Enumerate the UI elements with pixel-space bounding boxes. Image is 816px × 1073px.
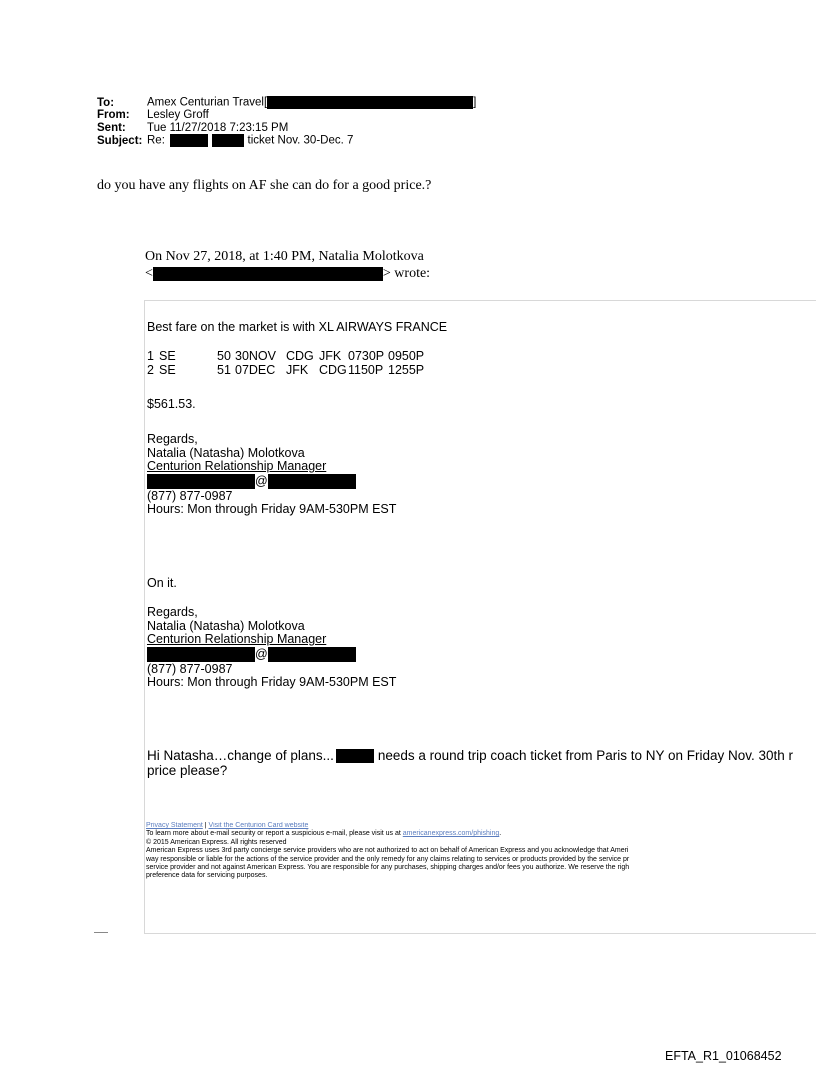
flight-to: JFK — [319, 349, 342, 363]
signature-email — [147, 474, 396, 490]
flight-row — [147, 350, 424, 364]
footer-sep: | — [202, 822, 209, 829]
learn-suffix: . — [499, 830, 502, 838]
to-row — [97, 96, 476, 109]
signature-regards: Regards, — [147, 432, 198, 446]
signature-name: Natalia (Natasha) Molotkova — [147, 445, 305, 460]
flight-from: JFK — [286, 363, 309, 377]
signature-name: Natalia (Natasha) Molotkova — [147, 618, 305, 633]
learn-prefix: To learn more about e-mail security or report a suspicious e-mail, please visit us at — [146, 830, 403, 838]
redaction-box — [212, 134, 244, 147]
phishing-link[interactable]: americanexpress.com/phishing — [402, 830, 500, 838]
quote-intro — [145, 248, 430, 282]
to-value: Amex Centurian Travel[ — [147, 96, 268, 109]
fare-line: Best fare on the market is with XL AIRWAYS FRANCE — [147, 320, 448, 334]
footer-disclaimer: American Express uses 3rd party concierge service providers who are not authorized to act on behalf of American Express and you acknowledge that Ameri — [146, 847, 629, 855]
privacy-link[interactable]: Privacy Statement — [146, 822, 203, 829]
price: $561.53. — [147, 397, 196, 411]
flight-seg: 2 — [147, 363, 154, 377]
signature-email — [147, 647, 396, 663]
original-request — [147, 748, 793, 778]
subject-prefix: Re: — [147, 134, 165, 147]
reply-body: do you have any flights on AF she can do for a good price.? — [97, 178, 432, 193]
flight-number: 50 — [217, 349, 231, 363]
flight-number: 51 — [217, 363, 231, 377]
signature-block — [147, 606, 396, 690]
sent-value: Tue 11/27/2018 7:23:15 PM — [147, 121, 289, 134]
redaction-box — [267, 96, 473, 109]
redaction-box — [170, 134, 208, 147]
subject-row — [97, 134, 476, 147]
footer-links — [146, 822, 816, 830]
footer-disclaimer: way responsible or liable for the actions of the service provider and the only remedy for any claims relating to services or products provided by the service pr — [146, 855, 630, 863]
signature-hours: Hours: Mon through Friday 9AM-530PM EST — [147, 502, 397, 516]
redaction-box — [147, 474, 255, 489]
request-text-after: needs a round trip coach ticket from Paris to NY on Friday Nov. 30th r — [377, 748, 794, 763]
footer-disclaimer: preference data for servicing purposes. — [146, 872, 268, 880]
quote-open: < — [145, 266, 153, 281]
divider-mark — [94, 932, 108, 933]
redaction-box — [268, 474, 356, 489]
signature-regards: Regards, — [147, 605, 198, 619]
from-label: From: — [97, 109, 130, 122]
flight-date: 30NOV — [235, 349, 276, 363]
quote-wrote: > wrote: — [382, 266, 431, 281]
flight-carrier: SE — [159, 363, 176, 377]
flight-to: CDG — [319, 363, 347, 377]
signature-at: @ — [255, 473, 268, 488]
footer-disclaimer: service provider and not against American Express. You are responsible for any purchases, shipping charges and/or fees you authorize. We reserve the righ — [146, 864, 630, 872]
signature-phone: (877) 877-0987 — [147, 661, 233, 676]
document-id: EFTA_R1_01068452 — [665, 1049, 782, 1063]
flight-from: CDG — [286, 349, 314, 363]
flight-row — [147, 364, 424, 378]
flight-carrier: SE — [159, 349, 176, 363]
signature-hours: Hours: Mon through Friday 9AM-530PM EST — [147, 675, 397, 689]
to-label: To: — [97, 96, 115, 109]
quote-intro-line2 — [145, 265, 430, 282]
signature-block — [147, 433, 396, 517]
signature-title: Centurion Relationship Manager — [147, 459, 327, 473]
footer-learn — [146, 830, 816, 838]
email-footer — [146, 822, 816, 881]
flight-date: 07DEC — [235, 363, 276, 377]
on-it-line: On it. — [147, 576, 177, 590]
from-value: Lesley Groff — [147, 109, 209, 122]
footer-copyright: © 2015 American Express. All rights reserved — [146, 838, 287, 846]
from-row — [97, 109, 476, 122]
sent-label: Sent: — [97, 121, 126, 134]
visit-link[interactable]: Visit the Centurion Card website — [208, 822, 309, 829]
quote-intro-line: On Nov 27, 2018, at 1:40 PM, Natalia Molotkova — [145, 249, 424, 264]
flight-arr: 0950P — [388, 349, 425, 363]
signature-at: @ — [255, 646, 268, 661]
flight-dep: 0730P — [348, 349, 385, 363]
redaction-box — [147, 647, 255, 662]
subject-label: Subject: — [97, 134, 143, 147]
flight-seg: 1 — [147, 349, 154, 363]
request-text-before: Hi Natasha…change of plans... — [147, 748, 334, 763]
redaction-box — [153, 267, 383, 281]
signature-title: Centurion Relationship Manager — [147, 632, 327, 646]
sent-row — [97, 122, 476, 135]
redaction-box — [268, 647, 356, 662]
subject-suffix: ticket Nov. 30-Dec. 7 — [247, 134, 354, 147]
email-header — [97, 96, 476, 147]
to-close: ] — [473, 96, 477, 109]
flight-arr: 1255P — [388, 363, 425, 377]
request-line1 — [147, 748, 793, 763]
redaction-box — [336, 749, 374, 763]
request-line2: price please? — [147, 763, 228, 779]
flight-dep: 1150P — [348, 363, 384, 377]
signature-phone: (877) 877-0987 — [147, 488, 233, 503]
